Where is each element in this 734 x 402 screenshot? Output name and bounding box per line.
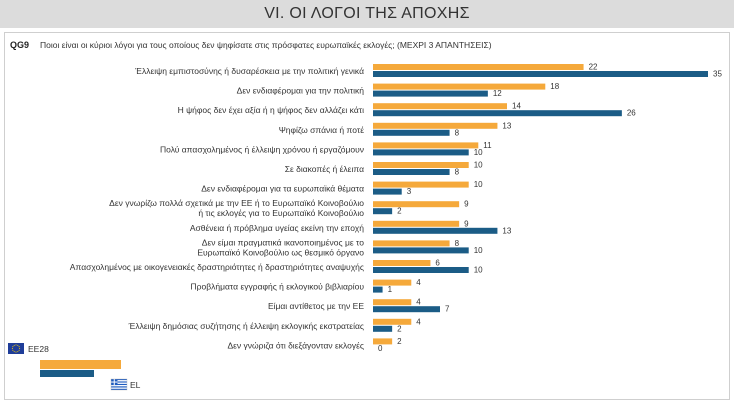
legend-swatch-ee28: [40, 360, 121, 369]
bar-ee28: [373, 280, 411, 286]
legend-swatch-el: [40, 370, 94, 377]
eu-flag-star: [19, 348, 20, 349]
bar-ee28: [373, 123, 497, 129]
bar-value-label: 8: [454, 167, 460, 177]
eu-flag-star: [15, 352, 16, 353]
category-label: Δεν ενδιαφέρομαι για τα ευρωπαϊκά θέματα: [201, 183, 364, 194]
bar-el: [373, 326, 392, 332]
bar-value-label: 10: [473, 180, 483, 190]
bar-ee28: [373, 319, 411, 325]
greece-flag-stripe: [111, 388, 127, 389]
bar-value-label: 10: [473, 147, 483, 157]
bar-value-label: 2: [397, 336, 402, 346]
bar-ee28: [373, 299, 411, 305]
eu-flag-star: [19, 346, 20, 347]
legend-label-el: EL: [130, 380, 141, 390]
eu-flag-star: [17, 351, 18, 352]
category-label: Ευρωπαϊκό Κοινοβούλιο ως θεσμικό όργανο: [197, 247, 364, 258]
bar-value-label: 9: [464, 219, 469, 229]
bar-ee28: [373, 84, 545, 90]
bar-ee28: [373, 221, 459, 227]
bar-ee28: [373, 201, 459, 207]
eu-flag-star: [12, 346, 13, 347]
bar-el: [373, 247, 469, 253]
bar-el: [373, 110, 622, 116]
category-label: Δεν ενδιαφέρομαι για την πολιτική: [236, 85, 364, 96]
bar-value-label: 4: [416, 297, 421, 307]
category-label: Δεν γνωρίζω πολλά σχετικά με την ΕΕ ή το Ευρωπαϊκό Κοινοβούλιο: [109, 198, 364, 209]
bar-value-label: 9: [464, 199, 469, 209]
eu-flag-star: [15, 344, 16, 345]
bar-el: [373, 228, 497, 234]
bar-value-label: 3: [406, 187, 412, 197]
bar-value-label: 10: [473, 265, 483, 275]
bar-el: [373, 149, 469, 155]
bar-el: [373, 71, 708, 77]
bar-ee28: [373, 338, 392, 344]
bar-value-label: 35: [713, 69, 722, 79]
greece-flag-stripe: [111, 386, 127, 387]
bar-value-label: 2: [397, 206, 402, 216]
greece-flag-cross-h: [111, 382, 118, 383]
bar-value-label: 10: [473, 245, 483, 255]
bar-value-label: 6: [435, 258, 440, 268]
category-label: Η ψήφος δεν έχει αξία ή η ψήφος δεν αλλάζει κάτι: [177, 105, 364, 116]
bar-value-label: 7: [445, 304, 450, 314]
bar-value-label: 0: [378, 343, 383, 353]
bar-ee28: [373, 64, 584, 70]
bar-el: [373, 287, 383, 293]
bar-ee28: [373, 103, 507, 109]
category-label: Απασχολημένος με οικογενειακές δραστηριότητες ή δραστηριότητες αναψυχής: [69, 262, 364, 272]
greece-flag-stripe: [111, 385, 127, 386]
bar-value-label: 10: [473, 160, 483, 170]
bar-value-label: 13: [502, 226, 512, 236]
bar-value-label: 26: [626, 108, 636, 118]
category-label: Ασθένεια ή πρόβλημα υγείας εκείνη την εποχή: [189, 222, 364, 233]
eu-flag-star: [14, 351, 15, 352]
bar-ee28: [373, 240, 450, 246]
legend-label-ee28: EE28: [28, 344, 49, 354]
category-label: ή τις εκλογές για το Ευρωπαϊκό Κοινοβούλιο: [198, 208, 364, 219]
eu-flag-star: [14, 345, 15, 346]
eu-flag-star: [12, 348, 13, 349]
bar-el: [373, 91, 488, 97]
category-label: Πολύ απασχολημένος ή έλλειψη χρόνου ή εργαζόμουν: [160, 144, 364, 155]
category-label: Ψηφίζω σπάνια ή ποτέ: [278, 124, 364, 135]
eu-flag-star: [19, 350, 20, 351]
question-text: Ποιοι είναι οι κύριοι λόγοι για τους οποίους δεν ψηφίσατε στις πρόσφατες ευρωπαϊκές εκλογές; (ΜΕΧΡΙ 3 ΑΠΑΝΤΗΣΕΙΣ): [40, 40, 492, 50]
category-label: Είμαι αντίθετος με την ΕΕ: [267, 301, 364, 312]
bar-el: [373, 189, 402, 195]
bar-value-label: 1: [387, 285, 393, 295]
bar-value-label: 14: [512, 101, 521, 111]
bar-value-label: 13: [502, 121, 512, 131]
section-title: VI. ΟΙ ΛΟΓΟΙ ΤΗΣ ΑΠΟΧΗΣ: [264, 5, 470, 22]
bar-el: [373, 130, 450, 136]
bar-value-label: 22: [588, 62, 598, 72]
bar-value-label: 8: [454, 238, 460, 248]
category-label: Έλλειψη δημόσιας συζήτησης ή έλλειψη εκλογικής εκστρατείας: [128, 320, 364, 331]
bar-el: [373, 169, 450, 175]
category-label: Προβλήματα εγγραφής ή εκλογικού βιβλιαρίου: [190, 281, 364, 292]
bar-value-label: 2: [397, 324, 402, 334]
bar-value-label: 12: [492, 89, 502, 99]
bar-value-label: 4: [416, 278, 421, 288]
eu-flag-star: [12, 350, 13, 351]
bar-el: [373, 267, 469, 273]
bar-value-label: 4: [416, 317, 421, 327]
bar-ee28: [373, 142, 478, 148]
bar-value-label: 8: [454, 128, 460, 138]
category-label: Δεν είμαι πραγματικά ικανοποιημένος με το: [201, 237, 364, 248]
eu-flag-star: [17, 345, 18, 346]
question-code: QG9: [10, 40, 30, 50]
bar-value-label: 18: [550, 82, 560, 92]
category-label: Σε διακοπές ή έλειπα: [284, 164, 364, 174]
bar-value-label: 11: [483, 140, 492, 150]
bar-el: [373, 306, 440, 312]
category-label: Δεν γνώριζα ότι διεξάγονταν εκλογές: [227, 340, 364, 351]
category-label: Έλλειψη εμπιστοσύνης ή δυσαρέσκεια με την πολιτική γενικά: [135, 66, 364, 76]
bar-ee28: [373, 260, 430, 266]
bar-ee28: [373, 182, 469, 188]
bar-el: [373, 208, 392, 214]
